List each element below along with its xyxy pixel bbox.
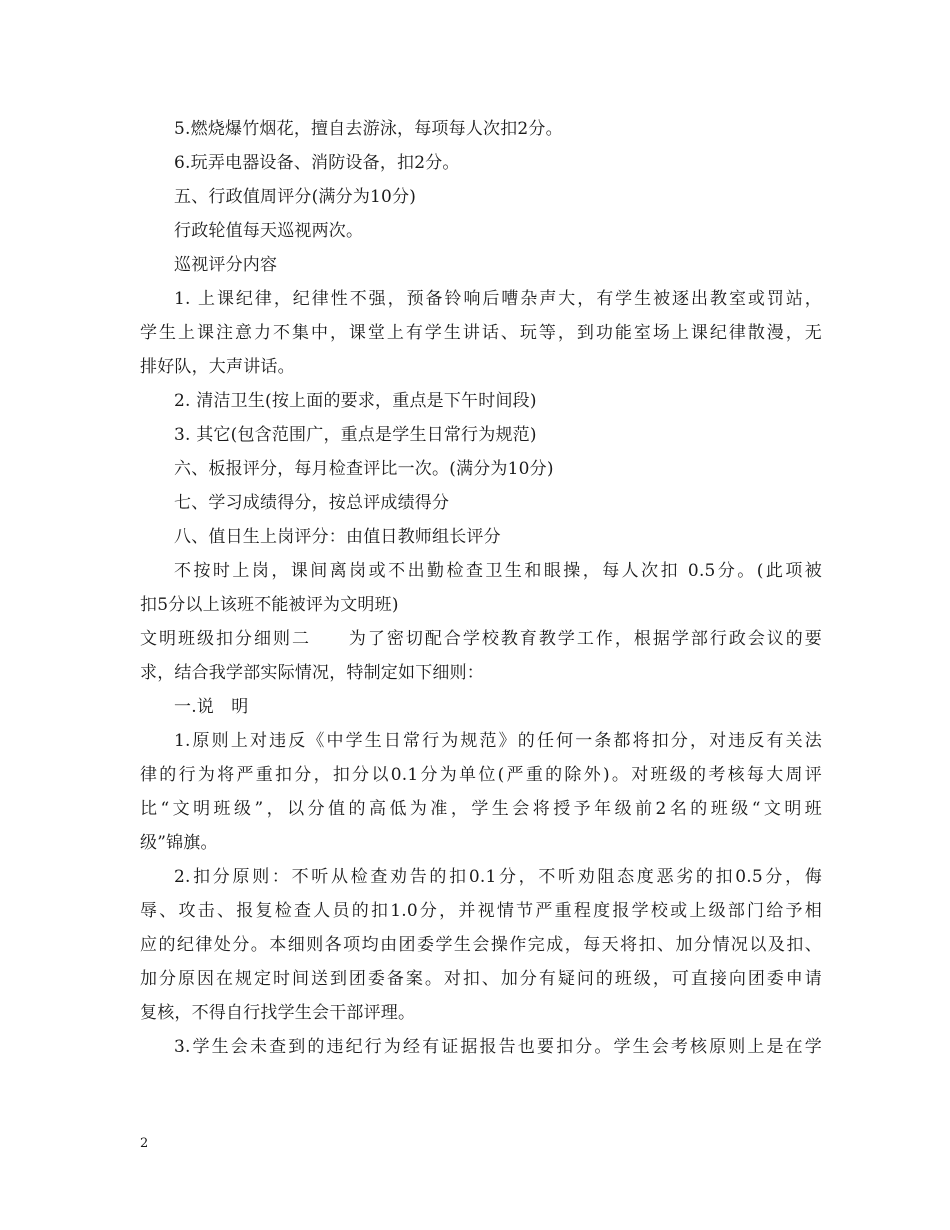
section-heading: 一.说 明 — [174, 697, 249, 717]
section-heading: 七、学习成绩得分，按总评成绩得分 — [174, 493, 450, 513]
text-line: 1. 上课纪律，纪律性不强，预备铃响后嘈杂声大，有学生被逐出教室或罚站， — [174, 289, 822, 309]
text-line: 5.燃烧爆竹烟花，擅自去游泳，每项每人次扣2分。 — [174, 119, 563, 139]
text-line: 应的纪律处分。本细则各项均由团委学生会操作完成，每天将扣、加分情况以及扣、 — [140, 935, 822, 955]
text-line: 不按时上岗，课间离岗或不出勤检查卫生和眼操，每人次扣 0.5分。(此项被 — [174, 561, 822, 581]
text-line: 3.学生会未查到的违纪行为经有证据报告也要扣分。学生会考核原则上是在学 — [174, 1037, 822, 1057]
text-line: 复核，不得自行找学生会干部评理。 — [140, 1003, 416, 1023]
text-line: 排好队，大声讲话。 — [140, 357, 295, 377]
section-heading: 八、值日生上岗评分：由值日教师组长评分 — [174, 527, 501, 547]
text-line: 律的行为将严重扣分，扣分以0.1分为单位(严重的除外)。对班级的考核每大周评 — [140, 765, 822, 785]
text-line: 3. 其它(包含范围广，重点是学生日常行为规范) — [174, 425, 537, 445]
text-line: 2.扣分原则：不听从检查劝告的扣0.1分，不听劝阻态度恶劣的扣0.5分，侮 — [174, 867, 822, 887]
text-line: 1.原则上对违反《中学生日常行为规范》的任何一条都将扣分，对违反有关法 — [174, 731, 822, 751]
section-heading: 五、行政值周评分(满分为10分) — [174, 187, 417, 207]
text-line: 加分原因在规定时间送到团委备案。对扣、加分有疑问的班级，可直接向团委申请 — [140, 969, 822, 989]
text-line: 6.玩弄电器设备、消防设备，扣2分。 — [174, 153, 460, 173]
text-line: 比“文明班级”，以分值的高低为准，学生会将授予年级前2名的班级“文明班 — [140, 799, 822, 819]
text-line: 巡视评分内容 — [174, 255, 278, 275]
section-heading: 六、板报评分，每月检查评比一次。(满分为10分) — [174, 459, 554, 479]
page-number: 2 — [140, 1136, 149, 1151]
document-body — [140, 112, 822, 1064]
text-line: 级”锦旗。 — [140, 833, 218, 853]
text-line: 扣5分以上该班不能被评为文明班) — [140, 595, 399, 615]
text-line: 行政轮值每天巡视两次。 — [174, 221, 364, 241]
text-line: 2. 清洁卫生(按上面的要求，重点是下午时间段) — [174, 391, 537, 411]
text-line: 学生上课注意力不集中，课堂上有学生讲话、玩等，到功能室场上课纪律散漫，无 — [140, 323, 822, 343]
text-line: 辱、攻击、报复检查人员的扣1.0分，并视情节严重程度报学校或上级部门给予相 — [140, 901, 822, 921]
text-line: 求，结合我学部实际情况，特制定如下细则： — [140, 663, 484, 683]
text-line: 文明班级扣分细则二 为了密切配合学校教育教学工作，根据学部行政会议的要 — [140, 629, 822, 649]
